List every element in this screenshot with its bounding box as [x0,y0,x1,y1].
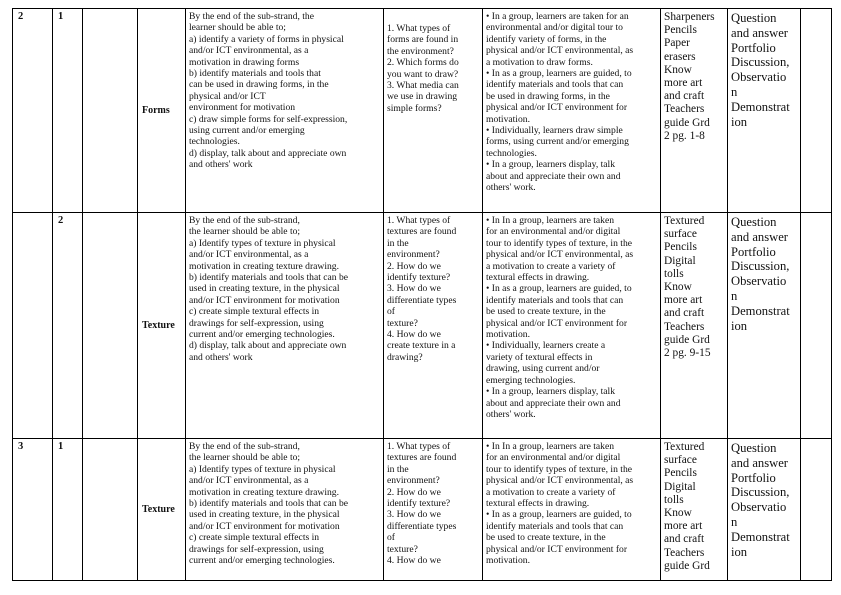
assessment-cell: Question and answer Portfolio Discussion, Observatio n Demonstrat ion [728,213,801,439]
remarks-cell [801,213,832,439]
remarks-cell [801,9,832,213]
strand-cell [83,9,138,213]
strand-cell [83,439,138,581]
lesson-cell: 1 [53,439,83,581]
week-cell [13,213,53,439]
learning-outcomes-cell: By the end of the sub-strand, the learner should be able to; a) identify a variety of forms in physical and/or ICT environmental, as a motivation in drawing forms b) identify materials and tools that can be used in drawing forms, in the physical and/or ICT environment for motivation c) draw simple forms for self-expression, using current and/or emerging technologies. d) display, talk about and appreciate own and others' work [186,9,384,213]
assessment-cell: Question and answer Portfolio Discussion, Observatio n Demonstrat ion [728,439,801,581]
sub-strand-cell: Texture [138,439,186,581]
strand-cell [83,213,138,439]
learning-experiences-cell: • In a group, learners are taken for an environmental and/or digital tour to identify variety of forms, in the physical and/or ICT environmental, as a motivation to draw forms. • In as a group, learners are guided, to identify materials and tools that can be used in drawing forms, in the physical and/or ICT environment for motivation. • Individually, learners draw simple forms, using current and/or emerging technologies. • In a group, learners display, talk about and appreciate their own and others' work. [483,9,661,213]
week-cell: 2 [13,9,53,213]
scheme-of-work-table [12,8,832,581]
learning-experiences-cell: • In In a group, learners are taken for an environmental and/or digital tour to identify types of texture, in the physical and/or ICT environmental, as a motivation to create a variety of textural effects in drawing. • In as a group, learners are guided, to identify materials and tools that can be used to create texture, in the physical and/or ICT environment for motivation. [483,439,661,581]
remarks-cell [801,439,832,581]
lesson-cell: 1 [53,9,83,213]
key-inquiry-questions-cell: 1. What types of forms are found in the environment? 2. Which forms do you want to draw? 3. What media can we use in drawing simple forms? [384,9,483,213]
sub-strand-cell: Forms [138,9,186,213]
resources-cell: Textured surface Pencils Digital tolls Know more art and craft Teachers guide Grd [661,439,728,581]
table-row [13,439,832,581]
resources-cell: Sharpeners Pencils Paper erasers Know more art and craft Teachers guide Grd 2 pg. 1-8 [661,9,728,213]
learning-outcomes-cell: By the end of the sub-strand, the learner should be able to; a) Identify types of texture in physical and/or ICT environmental, as a motivation in creating texture drawing. b) identify materials and tools that can be used in creating texture, in the physical and/or ICT environment for motivation c) create simple textural effects in drawings for self-expression, using current and/or emerging technologies. d) display, talk about and appreciate own and others' work [186,213,384,439]
learning-experiences-cell: • In In a group, learners are taken for an environmental and/or digital tour to identify types of texture, in the physical and/or ICT environmental, as a motivation to create a variety of textural effects in drawing. • In as a group, learners are guided, to identify materials and tools that can be used to create texture, in the physical and/or ICT environment for motivation. • Individually, learners create a variety of textural effects in drawing, using current and/or emerging technologies. • In a group, learners display, talk about and appreciate their own and others' work. [483,213,661,439]
table-row [13,213,832,439]
resources-cell: Textured surface Pencils Digital tolls Know more art and craft Teachers guide Grd 2 pg. 9-15 [661,213,728,439]
week-cell: 3 [13,439,53,581]
assessment-cell: Question and answer Portfolio Discussion, Observatio n Demonstrat ion [728,9,801,213]
learning-outcomes-cell: By the end of the sub-strand, the learner should be able to; a) Identify types of texture in physical and/or ICT environmental, as a motivation in creating texture drawing. b) identify materials and tools that can be used in creating texture, in the physical and/or ICT environment for motivation c) create simple textural effects in drawings for self-expression, using current and/or emerging technologies. [186,439,384,581]
key-inquiry-questions-cell: 1. What types of textures are found in the environment? 2. How do we identify texture? 3. How do we differentiate types of texture? 4. How do we [384,439,483,581]
lesson-cell: 2 [53,213,83,439]
table-row [13,9,832,213]
sub-strand-cell: Texture [138,213,186,439]
key-inquiry-questions-cell: 1. What types of textures are found in the environment? 2. How do we identify texture? 3. How do we differentiate types of texture? 4. How do we create texture in a drawing? [384,213,483,439]
